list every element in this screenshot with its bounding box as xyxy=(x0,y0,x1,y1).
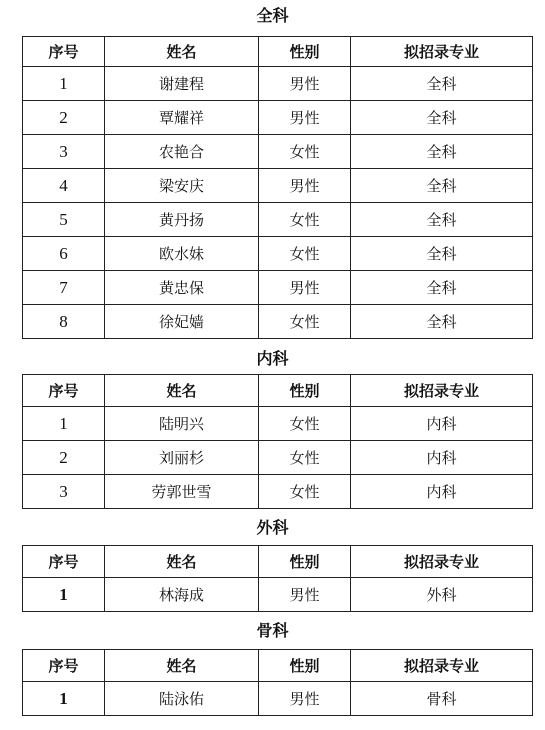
cell-name: 陆泳佑 xyxy=(105,682,259,716)
cell-gender: 女性 xyxy=(259,135,351,169)
table-row xyxy=(23,271,533,305)
cell-gender: 男性 xyxy=(259,271,351,305)
cell-major: 全科 xyxy=(351,271,533,305)
cell-major: 全科 xyxy=(351,203,533,237)
header-gender: 性别 xyxy=(259,650,351,682)
cell-name: 谢建程 xyxy=(105,67,259,101)
table-row xyxy=(23,305,533,339)
cell-gender: 女性 xyxy=(259,407,351,441)
cell-name: 徐妃嫱 xyxy=(105,305,259,339)
header-gender: 性别 xyxy=(259,546,351,578)
header-row xyxy=(23,546,533,578)
cell-name: 林海成 xyxy=(105,578,259,612)
header-major: 拟招录专业 xyxy=(351,546,533,578)
header-row xyxy=(23,375,533,407)
cell-index: 1 xyxy=(23,67,105,101)
cell-index: 2 xyxy=(23,441,105,475)
header-index: 序号 xyxy=(23,546,105,578)
header-name: 姓名 xyxy=(105,375,259,407)
cell-gender: 女性 xyxy=(259,475,351,509)
cell-major: 内科 xyxy=(351,441,533,475)
cell-gender: 女性 xyxy=(259,441,351,475)
cell-gender: 男性 xyxy=(259,67,351,101)
cell-name: 欧水妹 xyxy=(105,237,259,271)
cell-major: 全科 xyxy=(351,135,533,169)
cell-index: 5 xyxy=(23,203,105,237)
cell-major: 内科 xyxy=(351,407,533,441)
section-title-general: 全科 xyxy=(256,6,289,25)
table-row xyxy=(23,101,533,135)
section-title-orthopedics: 骨科 xyxy=(256,621,289,640)
header-name: 姓名 xyxy=(105,650,259,682)
table-internal xyxy=(22,374,533,509)
cell-index: 8 xyxy=(23,305,105,339)
cell-index: 3 xyxy=(23,475,105,509)
table-row xyxy=(23,237,533,271)
table-row xyxy=(23,135,533,169)
table-surgery xyxy=(22,545,533,612)
table-orthopedics xyxy=(22,649,533,716)
cell-gender: 女性 xyxy=(259,237,351,271)
header-index: 序号 xyxy=(23,37,105,67)
cell-major: 外科 xyxy=(351,578,533,612)
header-index: 序号 xyxy=(23,650,105,682)
cell-gender: 男性 xyxy=(259,101,351,135)
cell-name: 劳郭世雪 xyxy=(105,475,259,509)
cell-gender: 女性 xyxy=(259,305,351,339)
cell-index: 1 xyxy=(23,682,105,716)
cell-index: 4 xyxy=(23,169,105,203)
cell-major: 全科 xyxy=(351,237,533,271)
cell-name: 梁安庆 xyxy=(105,169,259,203)
cell-gender: 男性 xyxy=(259,578,351,612)
cell-index: 2 xyxy=(23,101,105,135)
table-row xyxy=(23,67,533,101)
cell-major: 全科 xyxy=(351,305,533,339)
table-row xyxy=(23,169,533,203)
cell-name: 黄丹扬 xyxy=(105,203,259,237)
header-index: 序号 xyxy=(23,375,105,407)
section-title-surgery: 外科 xyxy=(256,518,289,537)
header-name: 姓名 xyxy=(105,546,259,578)
cell-major: 内科 xyxy=(351,475,533,509)
cell-name: 陆明兴 xyxy=(105,407,259,441)
cell-major: 全科 xyxy=(351,169,533,203)
table-row xyxy=(23,203,533,237)
table-row xyxy=(23,441,533,475)
header-name: 姓名 xyxy=(105,37,259,67)
cell-major: 骨科 xyxy=(351,682,533,716)
table-general xyxy=(22,36,533,339)
cell-name: 农艳合 xyxy=(105,135,259,169)
header-row xyxy=(23,37,533,67)
cell-index: 6 xyxy=(23,237,105,271)
cell-gender: 男性 xyxy=(259,169,351,203)
cell-name: 黄忠保 xyxy=(105,271,259,305)
cell-index: 3 xyxy=(23,135,105,169)
table-row xyxy=(23,475,533,509)
table-row xyxy=(23,682,533,716)
cell-index: 7 xyxy=(23,271,105,305)
header-gender: 性别 xyxy=(259,375,351,407)
header-major: 拟招录专业 xyxy=(351,37,533,67)
cell-gender: 男性 xyxy=(259,682,351,716)
header-major: 拟招录专业 xyxy=(351,650,533,682)
header-major: 拟招录专业 xyxy=(351,375,533,407)
header-row xyxy=(23,650,533,682)
table-row xyxy=(23,578,533,612)
cell-index: 1 xyxy=(23,407,105,441)
section-title-internal: 内科 xyxy=(256,349,289,368)
cell-major: 全科 xyxy=(351,101,533,135)
cell-index: 1 xyxy=(23,578,105,612)
table-row xyxy=(23,407,533,441)
header-gender: 性别 xyxy=(259,37,351,67)
cell-name: 覃耀祥 xyxy=(105,101,259,135)
cell-name: 刘丽杉 xyxy=(105,441,259,475)
cell-major: 全科 xyxy=(351,67,533,101)
cell-gender: 女性 xyxy=(259,203,351,237)
